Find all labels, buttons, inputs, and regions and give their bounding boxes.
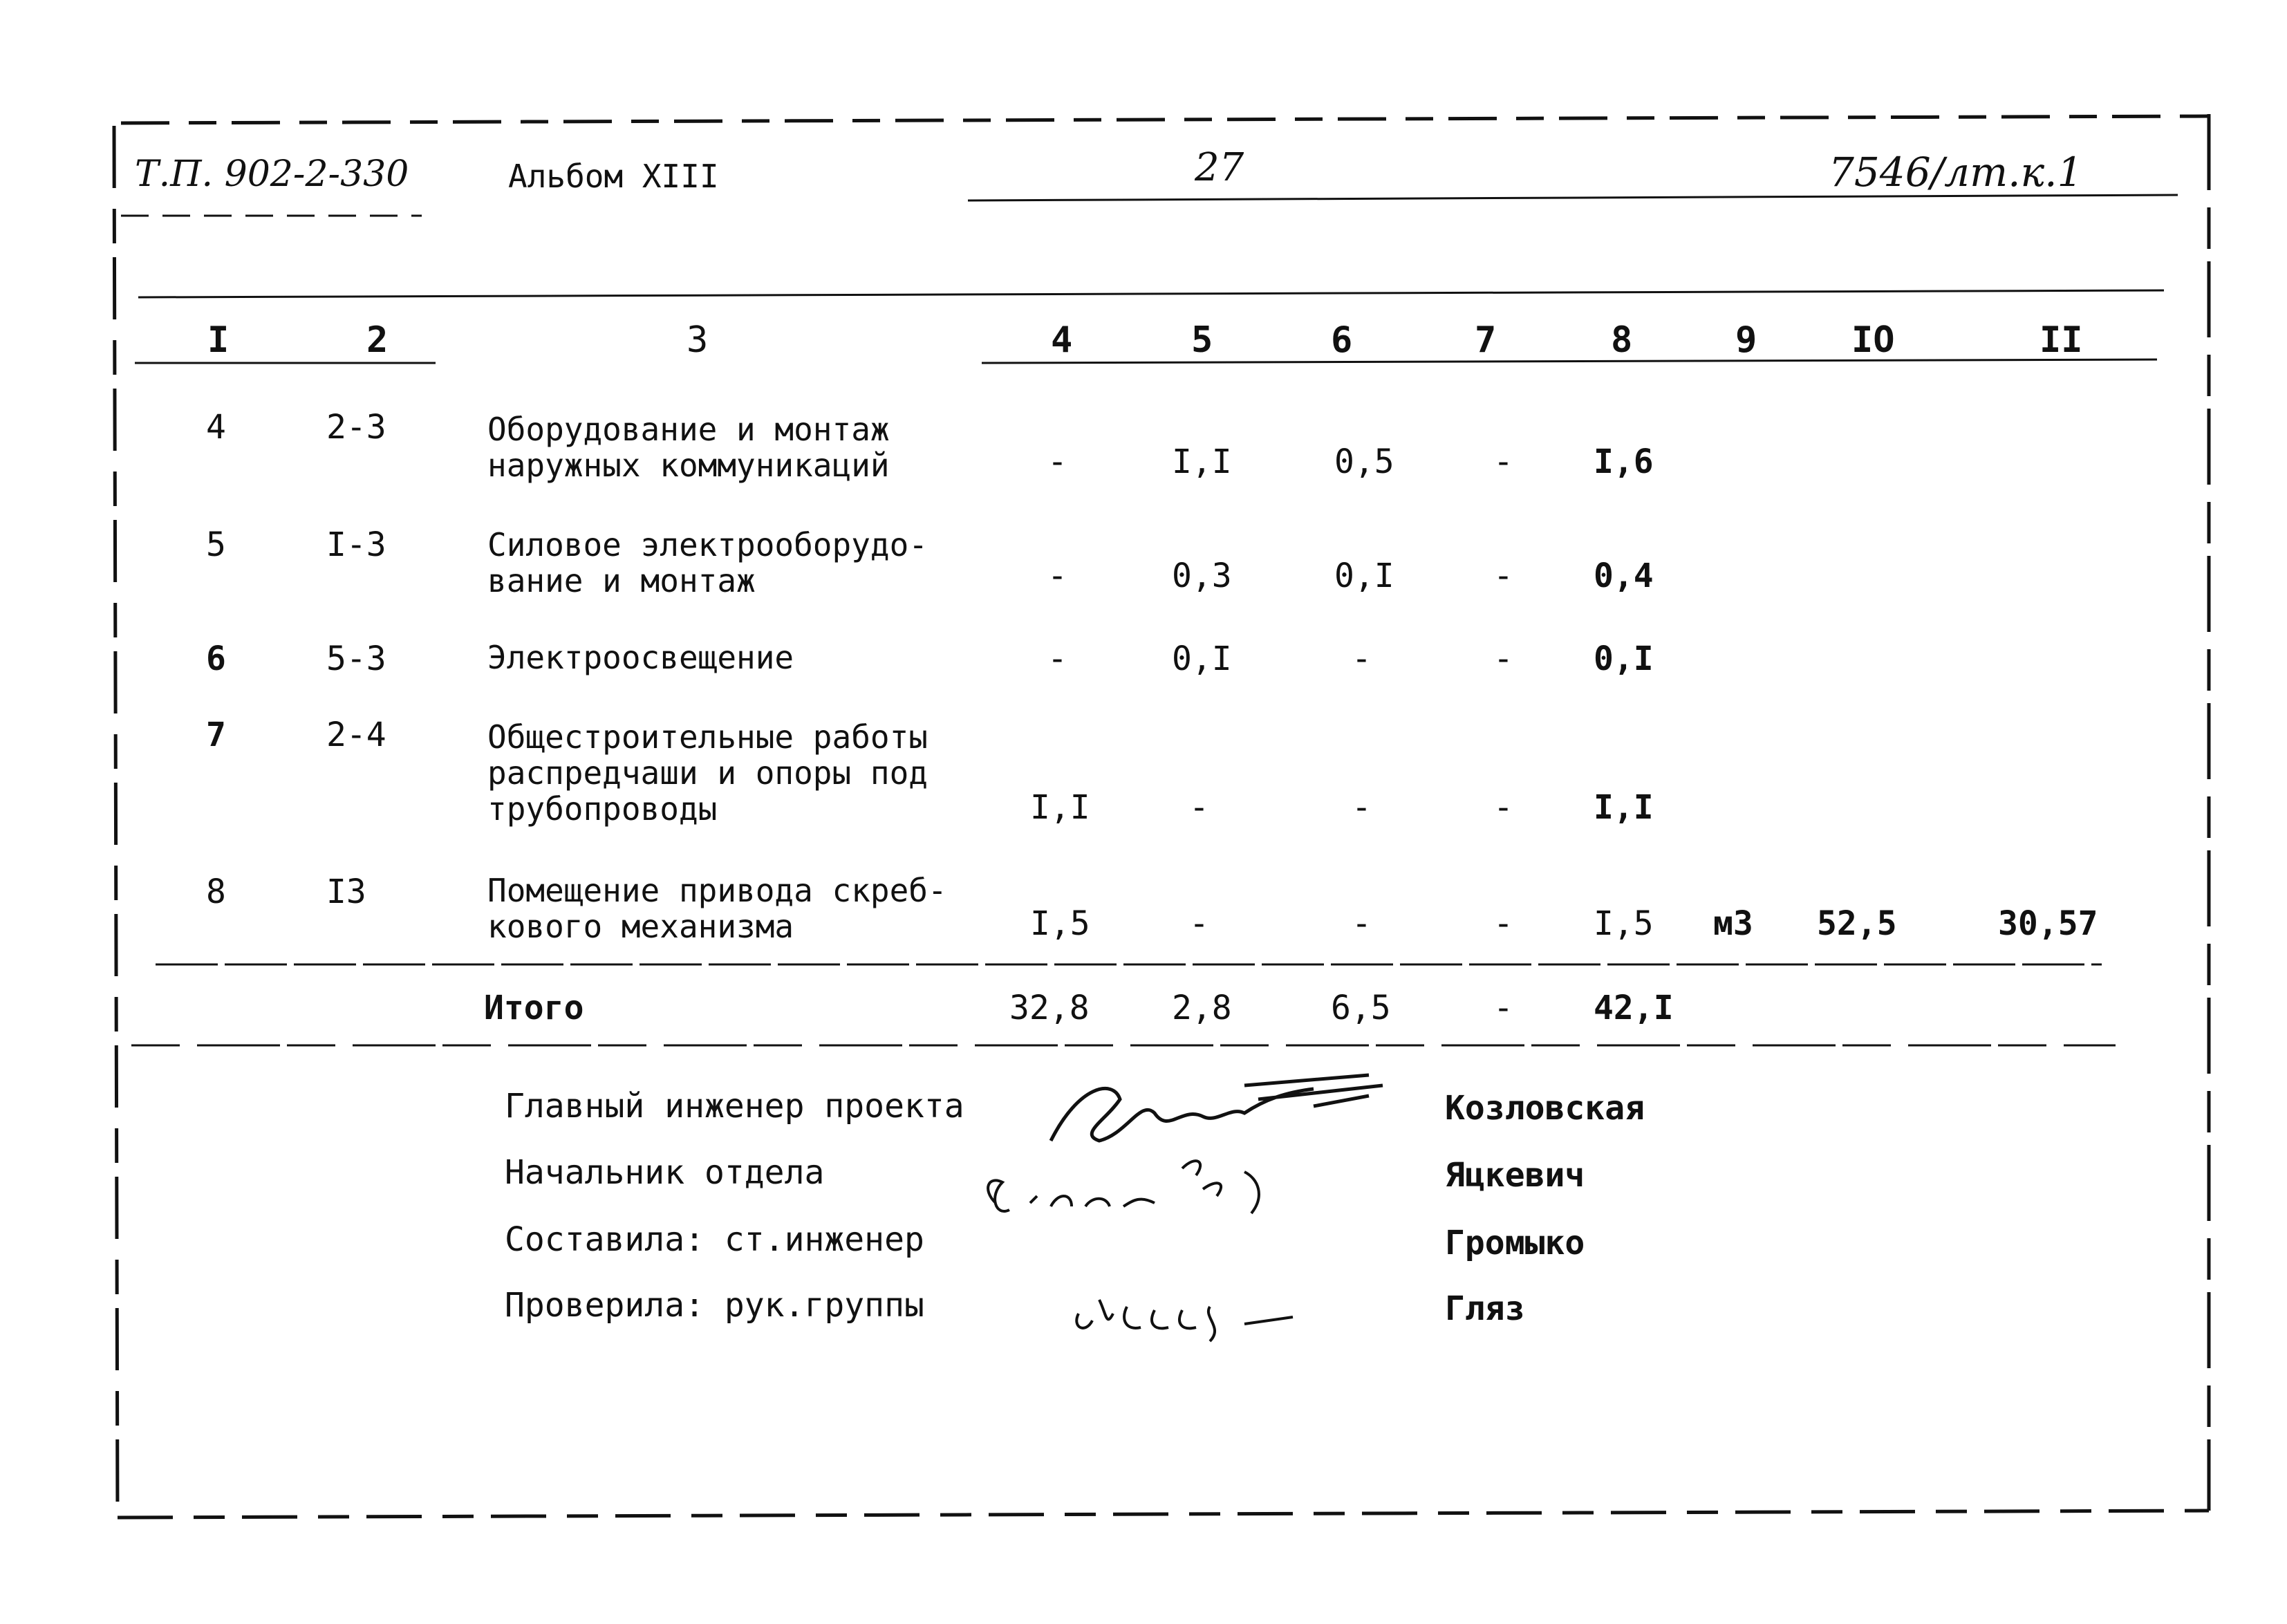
cell-code: 5-3 xyxy=(326,640,386,678)
cell-c4: I,I xyxy=(1030,788,1090,827)
reference-number: 7546/лт.к.1 xyxy=(1829,149,2083,196)
col-num: 6 xyxy=(1331,319,1353,361)
total-c7: - xyxy=(1493,989,1513,1027)
cell-c11: 30,57 xyxy=(1998,904,2098,943)
cell-c8: 0,I xyxy=(1594,640,1654,678)
cell-c5: 0,3 xyxy=(1172,557,1232,595)
col-num: 2 xyxy=(366,319,389,361)
total-c4: 32,8 xyxy=(1009,989,1090,1027)
signature-role: Составила: ст.инженер xyxy=(505,1220,924,1259)
signature-role: Главный инженер проекта xyxy=(505,1087,964,1126)
cell-description: Общестроительные работы распредчаши и опоры под трубопроводы xyxy=(487,718,928,828)
col-num: I xyxy=(207,319,230,361)
cell-code: 2-4 xyxy=(326,716,386,754)
cell-description: Помещение привода скреб- кового механизма xyxy=(487,872,947,945)
cell-c7: - xyxy=(1493,442,1513,481)
signature-role: Начальник отдела xyxy=(505,1153,825,1192)
cell-item: 7 xyxy=(206,716,226,754)
cell-code: I-3 xyxy=(326,525,386,564)
cell-description: Электроосвещение xyxy=(487,639,794,676)
cell-c5: I,I xyxy=(1172,442,1232,481)
cell-item: 5 xyxy=(206,525,226,564)
cell-c4: - xyxy=(1047,640,1067,678)
col-num: 8 xyxy=(1611,319,1633,361)
col-num: 7 xyxy=(1475,319,1497,361)
total-c8: 42,I xyxy=(1594,989,1674,1027)
cell-code: I3 xyxy=(326,872,366,911)
cell-code: 2-3 xyxy=(326,408,386,447)
handwritten-signature-3 xyxy=(1065,1272,1397,1348)
cell-c7: - xyxy=(1493,557,1513,595)
cell-c7: - xyxy=(1493,788,1513,827)
total-c5: 2,8 xyxy=(1172,989,1232,1027)
cell-c6: - xyxy=(1352,640,1372,678)
signature-role: Проверила: рук.группы xyxy=(505,1286,924,1325)
cell-description: Силовое электрооборудо- вание и монтаж xyxy=(487,526,928,599)
cell-c5: 0,I xyxy=(1172,640,1232,678)
signature-name: Громыко xyxy=(1445,1224,1585,1262)
cell-c8: I,I xyxy=(1594,788,1654,827)
cell-c6: 0,5 xyxy=(1334,442,1394,481)
cell-c5: - xyxy=(1189,788,1209,827)
total-c6: 6,5 xyxy=(1331,989,1391,1027)
col-num: II xyxy=(2039,319,2083,361)
cell-c6: - xyxy=(1352,904,1372,943)
album-title: Альбом XIII xyxy=(508,158,719,195)
cell-c4: - xyxy=(1047,557,1067,595)
cell-c4: - xyxy=(1047,442,1067,481)
cell-c8: 0,4 xyxy=(1594,557,1654,595)
cell-c4: I,5 xyxy=(1030,904,1090,943)
cell-c8: I,5 xyxy=(1594,904,1654,943)
cell-item: 4 xyxy=(206,408,226,447)
project-code: Т.П. 902-2-330 xyxy=(135,153,409,195)
signature-name: Яцкевич xyxy=(1445,1156,1585,1195)
col-num: 9 xyxy=(1735,319,1757,361)
col-num: 3 xyxy=(687,319,709,361)
cell-c8: I,6 xyxy=(1594,442,1654,481)
cell-item: 8 xyxy=(206,872,226,911)
col-num: 5 xyxy=(1191,319,1213,361)
total-label: Итого xyxy=(484,989,584,1027)
cell-c5: - xyxy=(1189,904,1209,943)
cell-c6: 0,I xyxy=(1334,557,1394,595)
page-number: 27 xyxy=(1195,145,1244,190)
col-num: 4 xyxy=(1051,319,1073,361)
cell-c9: м3 xyxy=(1713,904,1753,943)
cell-item: 6 xyxy=(206,640,226,678)
col-num: IO xyxy=(1851,319,1895,361)
signature-name: Гляз xyxy=(1445,1289,1525,1328)
cell-c7: - xyxy=(1493,640,1513,678)
cell-c10: 52,5 xyxy=(1817,904,1897,943)
signature-name: Козловская xyxy=(1445,1089,1645,1128)
cell-c7: - xyxy=(1493,904,1513,943)
cell-description: Оборудование и монтаж наружных коммуникаций xyxy=(487,411,890,484)
handwritten-signature-2 xyxy=(968,1141,1383,1231)
cell-c6: - xyxy=(1352,788,1372,827)
